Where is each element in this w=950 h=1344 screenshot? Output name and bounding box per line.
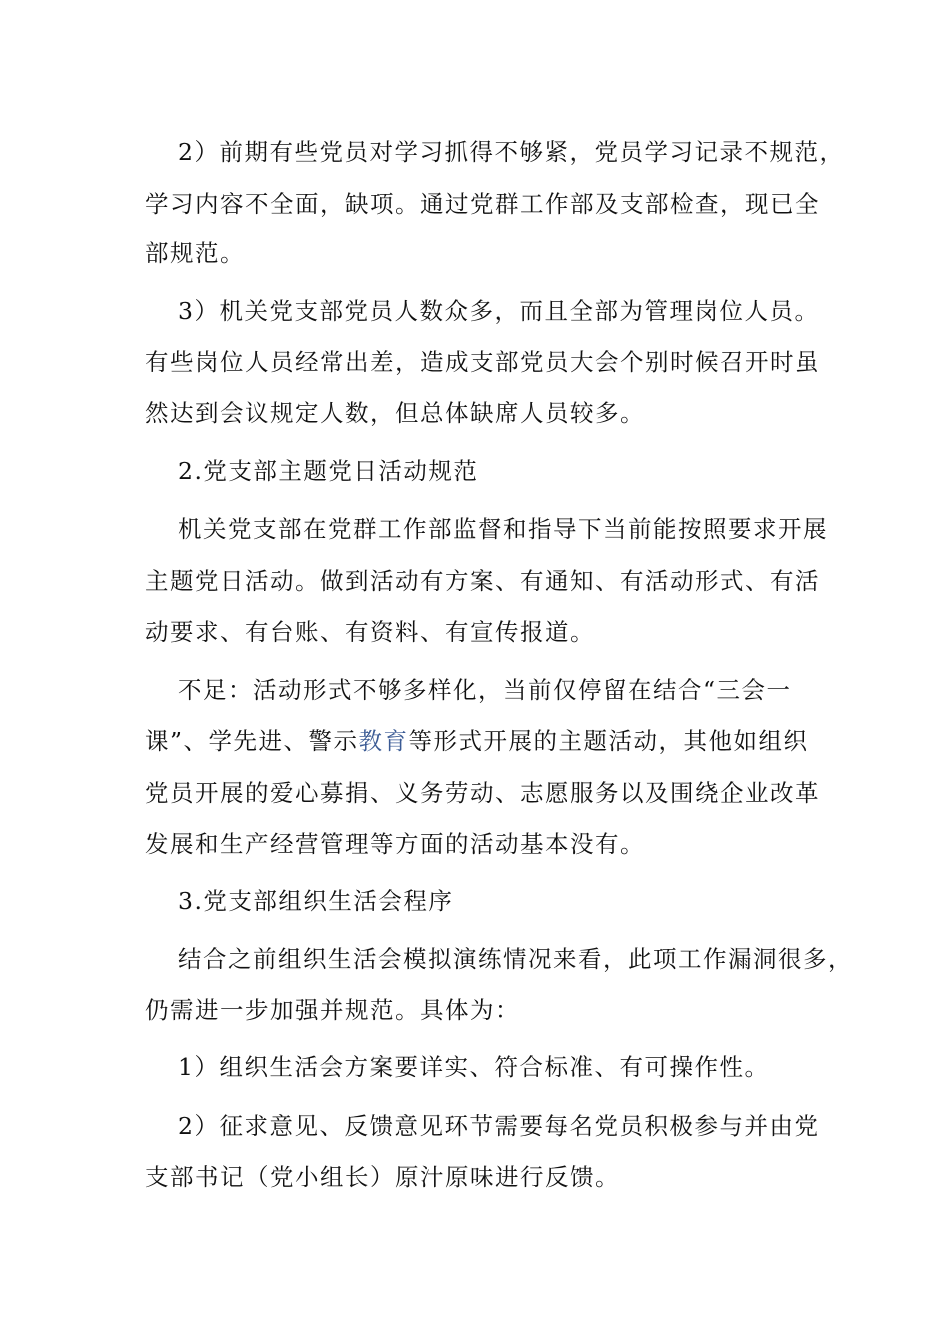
- paragraph-5-line-2: 仍需进一步加强并规范。具体为：: [145, 996, 520, 1024]
- paragraph-4-line-2-part-2: 等形式开展的主题活动，其他如组织: [408, 727, 809, 755]
- paragraph-4-line-2-part-1: 课”、学先进、警示: [145, 727, 359, 755]
- section-heading-3: 3.党支部组织生活会程序: [178, 887, 454, 915]
- education-link[interactable]: 教育: [358, 727, 409, 755]
- paragraph-2-line-3: 然达到会议规定人数，但总体缺席人员较多。: [145, 399, 645, 427]
- paragraph-4-line-1: 不足：活动形式不够多样化，当前仅停留在结合“三会一: [178, 676, 792, 704]
- paragraph-4-line-4: 发展和生产经营管理等方面的活动基本没有。: [145, 830, 645, 858]
- paragraph-4-line-2: [145, 726, 809, 756]
- paragraph-1-line-1: 2）前期有些党员对学习抓得不够紧，党员学习记录不规范，: [178, 138, 845, 166]
- paragraph-1-line-2: 学习内容不全面，缺项。通过党群工作部及支部检查，现已全: [145, 190, 820, 218]
- paragraph-3-line-3: 动要求、有台账、有资料、有宣传报道。: [145, 618, 595, 646]
- paragraph-7-line-1: 2）征求意见、反馈意见环节需要每名党员积极参与并由党: [178, 1112, 820, 1140]
- paragraph-6-line-1: 1）组织生活会方案要详实、符合标准、有可操作性。: [178, 1053, 770, 1081]
- paragraph-4-line-3: 党员开展的爱心募捐、义务劳动、志愿服务以及围绕企业改革: [145, 779, 820, 807]
- section-heading-2: 2.党支部主题党日活动规范: [178, 457, 479, 485]
- paragraph-2-line-2: 有些岗位人员经常出差，造成支部党员大会个别时候召开时虽: [145, 348, 820, 376]
- paragraph-7-line-2: 支部书记（党小组长）原汁原味进行反馈。: [145, 1163, 620, 1191]
- paragraph-5-line-1: 结合之前组织生活会模拟演练情况来看，此项工作漏洞很多，: [178, 945, 853, 973]
- paragraph-1-line-3: 部规范。: [145, 239, 245, 267]
- paragraph-3-line-1: 机关党支部在党群工作部监督和指导下当前能按照要求开展: [178, 515, 828, 543]
- paragraph-2-line-1: 3）机关党支部党员人数众多，而且全部为管理岗位人员。: [178, 297, 820, 325]
- paragraph-3-line-2: 主题党日活动。做到活动有方案、有通知、有活动形式、有活: [145, 567, 820, 595]
